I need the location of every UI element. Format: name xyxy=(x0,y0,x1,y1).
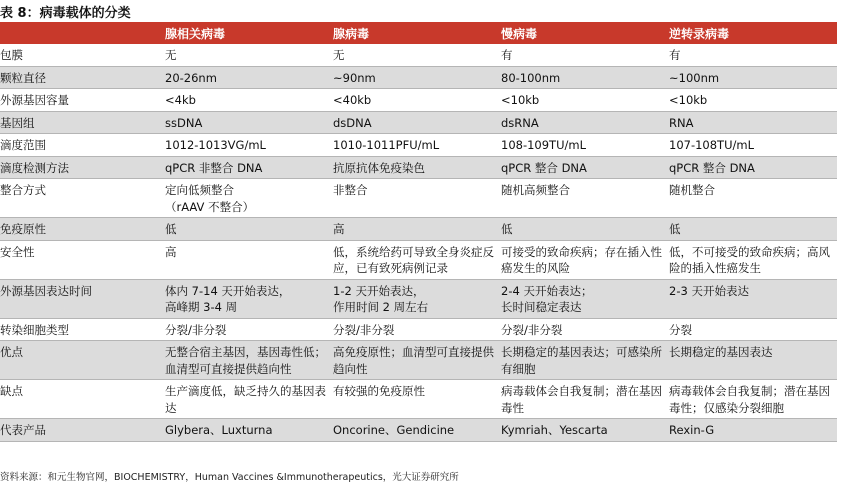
cell-line: 分裂 xyxy=(669,322,692,337)
table-title: 表 8：病毒载体的分类 xyxy=(0,6,131,21)
cell-line: 可接受的致命疾病；存在插入性 xyxy=(501,244,662,259)
cell-line: qPCR 整合 DNA xyxy=(669,160,755,175)
cell-line: 癌发生的风险 xyxy=(501,261,570,275)
cell-retrovirus xyxy=(666,134,837,157)
table-body xyxy=(0,44,837,441)
cell-line: 分裂/非分裂 xyxy=(501,322,563,337)
cell-retrovirus xyxy=(666,240,837,279)
cell-aav xyxy=(162,66,330,89)
cell-line: 80-100nm xyxy=(501,70,561,85)
cell-line: 分裂/非分裂 xyxy=(165,322,227,337)
cell-line: 定向低频整合 xyxy=(165,183,234,197)
cell-line: 20-26nm xyxy=(165,70,217,85)
cell-aav xyxy=(162,279,330,318)
table-row xyxy=(0,44,837,66)
cell-line: Oncorine、Gendicine xyxy=(333,423,455,437)
cell-line: 低 xyxy=(669,222,681,236)
cell-line: 趋向性 xyxy=(333,361,368,376)
cell-line: 应，已有致死病例记录 xyxy=(333,261,448,275)
row-label: 缺点 xyxy=(0,380,162,419)
cell-line: 险的插入性癌发生 xyxy=(669,261,761,275)
table-row xyxy=(0,156,837,179)
cell-retrovirus xyxy=(666,179,837,218)
cell-lentivirus xyxy=(498,134,666,157)
cell-retrovirus xyxy=(666,318,837,341)
cell-retrovirus xyxy=(666,279,837,318)
row-label: 基因组 xyxy=(0,111,162,134)
cell-aav xyxy=(162,44,330,66)
row-label: 外源基因表达时间 xyxy=(0,279,162,318)
cell-line: 长期稳定的基因表达；可感染所 xyxy=(501,345,662,359)
cell-line: 毒性 xyxy=(501,400,524,415)
header-row xyxy=(0,22,837,44)
cell-line: 非整合 xyxy=(333,183,368,197)
cell-line: ~90nm xyxy=(333,70,376,85)
cell-lentivirus xyxy=(498,240,666,279)
cell-aav xyxy=(162,156,330,179)
cell-adenovirus xyxy=(330,111,498,134)
row-label: 包膜 xyxy=(0,44,162,66)
cell-lentivirus xyxy=(498,66,666,89)
cell-aav xyxy=(162,179,330,218)
cell-aav xyxy=(162,240,330,279)
table-row xyxy=(0,341,837,380)
table-row xyxy=(0,240,837,279)
cell-line: dsDNA xyxy=(333,115,372,130)
cell-retrovirus xyxy=(666,341,837,380)
row-label: 滴度检测方法 xyxy=(0,156,162,179)
viral-vector-table xyxy=(0,22,837,442)
cell-adenovirus xyxy=(330,341,498,380)
cell-retrovirus xyxy=(666,89,837,112)
cell-adenovirus xyxy=(330,179,498,218)
cell-line: （rAAV 不整合） xyxy=(165,199,255,214)
cell-adenovirus xyxy=(330,419,498,442)
cell-line: ~100nm xyxy=(669,70,720,85)
cell-line: Rexin-G xyxy=(669,423,715,437)
cell-lentivirus xyxy=(498,44,666,66)
row-label: 整合方式 xyxy=(0,179,162,218)
cell-line: 血清型可直接提供趋向性 xyxy=(165,361,292,376)
cell-line: 长期稳定的基因表达 xyxy=(669,345,773,359)
cell-line: 抗原抗体免疫染色 xyxy=(333,160,425,175)
row-label: 代表产品 xyxy=(0,419,162,442)
cell-line: qPCR 整合 DNA xyxy=(501,160,587,175)
cell-line: 病毒载体会自我复制；潜在基因 xyxy=(669,384,830,398)
header-cell-adenovirus: 腺病毒 xyxy=(330,22,498,44)
cell-lentivirus xyxy=(498,380,666,419)
cell-line: 体内 7-14 天开始表达， xyxy=(165,283,291,298)
cell-line: 低，系统给药可导致全身炎症反 xyxy=(333,244,494,259)
row-label: 转染细胞类型 xyxy=(0,318,162,341)
cell-lentivirus xyxy=(498,341,666,380)
cell-aav xyxy=(162,89,330,112)
table-row xyxy=(0,318,837,341)
cell-retrovirus xyxy=(666,380,837,419)
row-label: 优点 xyxy=(0,341,162,380)
row-label: 安全性 xyxy=(0,240,162,279)
table-row xyxy=(0,380,837,419)
cell-line: 病毒载体会自我复制；潜在基因 xyxy=(501,384,662,398)
cell-line: 分裂/非分裂 xyxy=(333,322,395,337)
cell-line: <10kb xyxy=(669,93,708,107)
cell-line: 高峰期 3-4 周 xyxy=(165,300,238,314)
table-row xyxy=(0,66,837,89)
cell-retrovirus xyxy=(666,218,837,241)
cell-line: <10kb xyxy=(501,93,540,107)
cell-aav xyxy=(162,341,330,380)
cell-line: 生产滴度低，缺乏持久的基因表 xyxy=(165,384,326,398)
cell-lentivirus xyxy=(498,156,666,179)
cell-line: 1012-1013VG/mL xyxy=(165,138,266,152)
table-row xyxy=(0,279,837,318)
cell-line: 有 xyxy=(501,48,513,62)
cell-adenovirus xyxy=(330,279,498,318)
cell-line: 作用时间 2 周左右 xyxy=(333,300,429,314)
cell-aav xyxy=(162,380,330,419)
header-cell-empty xyxy=(0,22,162,44)
cell-line: 无 xyxy=(165,48,177,62)
cell-line: 2-4 天开始表达； xyxy=(501,283,593,298)
cell-adenovirus xyxy=(330,380,498,419)
cell-lentivirus xyxy=(498,89,666,112)
cell-adenovirus xyxy=(330,218,498,241)
source-note: 资料来源：和元生物官网，BIOCHEMISTRY，Human Vaccines &Immunotherapeutics，光大证券研究所 xyxy=(0,472,459,483)
cell-line: 高 xyxy=(333,222,345,236)
cell-line: 低，不可接受的致命疾病；高风 xyxy=(669,244,830,259)
cell-aav xyxy=(162,318,330,341)
cell-adenovirus xyxy=(330,156,498,179)
cell-line: dsRNA xyxy=(501,115,539,130)
cell-adenovirus xyxy=(330,240,498,279)
cell-retrovirus xyxy=(666,66,837,89)
cell-line: Kymriah、Yescarta xyxy=(501,423,608,437)
cell-line: 107-108TU/mL xyxy=(669,138,754,152)
cell-line: 有较强的免疫原性 xyxy=(333,384,425,398)
cell-adenovirus xyxy=(330,318,498,341)
cell-line: RNA xyxy=(669,115,694,130)
table-row xyxy=(0,111,837,134)
cell-adenovirus xyxy=(330,66,498,89)
cell-line: Glybera、Luxturna xyxy=(165,423,273,437)
cell-aav xyxy=(162,218,330,241)
table-row xyxy=(0,419,837,442)
cell-lentivirus xyxy=(498,419,666,442)
row-label: 滴度范围 xyxy=(0,134,162,157)
row-label: 外源基因容量 xyxy=(0,89,162,112)
cell-aav xyxy=(162,134,330,157)
cell-line: ssDNA xyxy=(165,115,203,130)
cell-line: 有细胞 xyxy=(501,361,536,376)
cell-line: 1010-1011PFU/mL xyxy=(333,138,440,152)
table-row xyxy=(0,89,837,112)
cell-lentivirus xyxy=(498,179,666,218)
cell-line: 2-3 天开始表达 xyxy=(669,283,749,298)
cell-lentivirus xyxy=(498,218,666,241)
cell-line: 有 xyxy=(669,48,681,62)
cell-adenovirus xyxy=(330,44,498,66)
table-row xyxy=(0,218,837,241)
cell-retrovirus xyxy=(666,44,837,66)
row-label: 颗粒直径 xyxy=(0,66,162,89)
cell-retrovirus xyxy=(666,419,837,442)
cell-line: qPCR 非整合 DNA xyxy=(165,160,263,175)
cell-lentivirus xyxy=(498,318,666,341)
cell-line: 无 xyxy=(333,48,345,62)
cell-line: 随机高频整合 xyxy=(501,183,570,197)
cell-line: 达 xyxy=(165,400,177,415)
cell-adenovirus xyxy=(330,89,498,112)
table-row xyxy=(0,134,837,157)
header-cell-lentivirus: 慢病毒 xyxy=(498,22,666,44)
cell-aav xyxy=(162,419,330,442)
row-label: 免疫原性 xyxy=(0,218,162,241)
table-row xyxy=(0,179,837,218)
cell-line: 高免疫原性；血清型可直接提供 xyxy=(333,345,494,359)
cell-line: 随机整合 xyxy=(669,183,715,197)
cell-line: <40kb xyxy=(333,93,372,107)
cell-retrovirus xyxy=(666,156,837,179)
header-cell-aav: 腺相关病毒 xyxy=(162,22,330,44)
cell-lentivirus xyxy=(498,279,666,318)
cell-line: 低 xyxy=(501,222,513,236)
cell-line: <4kb xyxy=(165,93,196,107)
cell-line: 108-109TU/mL xyxy=(501,138,586,152)
cell-adenovirus xyxy=(330,134,498,157)
cell-lentivirus xyxy=(498,111,666,134)
cell-line: 毒性；仅感染分裂细胞 xyxy=(669,400,784,415)
cell-retrovirus xyxy=(666,111,837,134)
cell-aav xyxy=(162,111,330,134)
header-cell-retrovirus: 逆转录病毒 xyxy=(666,22,837,44)
cell-line: 低 xyxy=(165,222,177,236)
cell-line: 高 xyxy=(165,244,177,259)
cell-line: 长时间稳定表达 xyxy=(501,300,582,314)
cell-line: 1-2 天开始表达， xyxy=(333,283,425,298)
cell-line: 无整合宿主基因，基因毒性低； xyxy=(165,345,326,359)
